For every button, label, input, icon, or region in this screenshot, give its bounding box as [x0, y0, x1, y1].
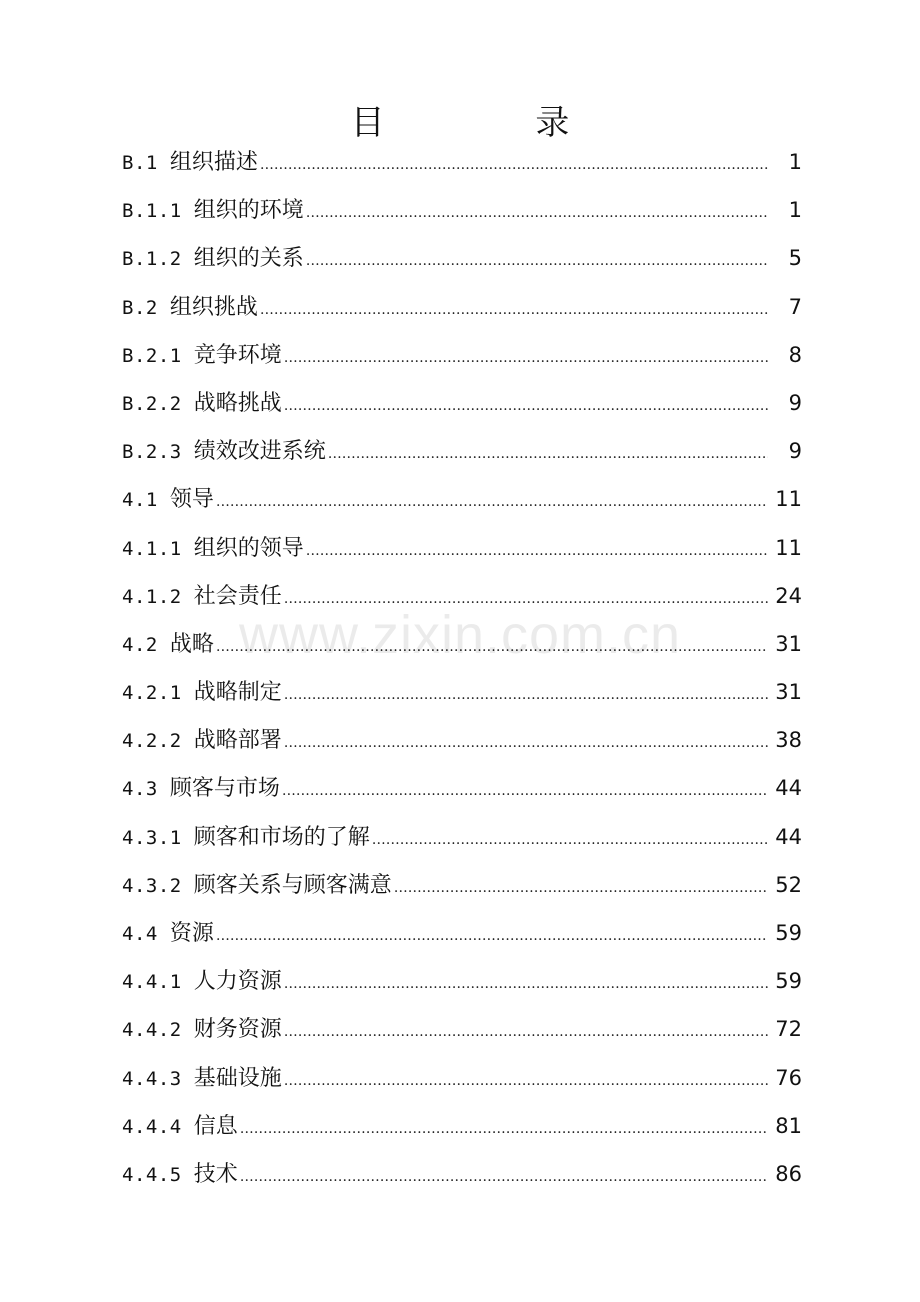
toc-section-number: 4.1.1	[122, 537, 182, 560]
toc-page-number: 31	[775, 631, 802, 656]
toc-section-number: B.2	[122, 296, 158, 319]
toc-page-number: 1	[788, 150, 802, 174]
toc-page-number: 31	[775, 680, 802, 705]
toc-section-number: 4.2	[122, 633, 158, 656]
toc-leader-dots	[284, 382, 768, 430]
toc-section-number: B.1.1	[122, 200, 182, 223]
toc-section-title: 人力资源	[193, 969, 282, 995]
toc-leader-dots	[216, 623, 768, 671]
toc-section-title: 竞争环境	[193, 342, 282, 368]
toc-entry[interactable]	[122, 861, 802, 909]
toc-leader-dots	[306, 527, 768, 575]
toc-page-number: 52	[775, 872, 802, 897]
toc-leader-dots	[306, 237, 768, 285]
toc-section-title: 信息	[193, 1113, 238, 1139]
toc-section-title: 战略制定	[193, 680, 282, 706]
toc-page-number: 59	[775, 969, 802, 994]
toc-entry[interactable]	[122, 427, 802, 475]
toc-leader-dots	[216, 912, 768, 960]
toc-entry[interactable]	[122, 1005, 802, 1053]
toc-leader-dots	[284, 719, 768, 767]
watermark-text: www.zixin.com.cn	[238, 605, 682, 665]
toc-leader-dots	[282, 767, 768, 815]
toc-section-number: B.2.2	[122, 392, 182, 415]
toc-section-number: 4.4.3	[122, 1067, 182, 1090]
toc-entry[interactable]	[122, 1054, 802, 1102]
toc-page-number: 5	[788, 246, 802, 271]
toc-page-number: 59	[775, 921, 802, 945]
toc-leader-dots	[284, 575, 768, 623]
toc-entry[interactable]	[122, 1150, 802, 1198]
toc-section-number: B.2.1	[122, 344, 182, 367]
toc-entry[interactable]	[122, 764, 802, 812]
toc-leader-dots	[284, 960, 768, 1008]
toc-section-title: 绩效改进系统	[193, 439, 326, 465]
toc-section-title: 财务资源	[193, 1017, 282, 1043]
toc-section-title: 战略部署	[193, 728, 282, 754]
toc-entry[interactable]	[122, 813, 802, 861]
toc-page-number: 24	[775, 583, 802, 608]
toc-section-title: 组织描述	[169, 150, 258, 175]
toc-page-number: 7	[788, 294, 802, 319]
toc-entry[interactable]	[122, 475, 802, 523]
toc-leader-dots	[240, 1153, 768, 1201]
toc-section-title: 社会责任	[193, 583, 282, 609]
toc-section-number: 4.1	[122, 489, 158, 512]
toc-section-number: 4.3.2	[122, 874, 182, 897]
toc-leader-dots	[284, 334, 768, 382]
toc-entry[interactable]	[122, 909, 802, 957]
toc-page-number: 11	[775, 535, 802, 560]
toc-leader-dots	[284, 1057, 768, 1105]
toc-section-number: 4.2.1	[122, 682, 182, 705]
toc-section-title: 资源	[169, 921, 214, 946]
toc-page-number: 1	[788, 198, 802, 223]
toc-leader-dots	[284, 671, 768, 719]
toc-leader-dots	[216, 478, 768, 526]
toc-leader-dots	[306, 189, 768, 237]
toc-entry[interactable]	[122, 524, 802, 572]
toc-entry[interactable]	[122, 186, 802, 234]
page-title: 目 录	[350, 103, 640, 143]
toc-leader-dots	[260, 141, 768, 189]
toc-entry[interactable]	[122, 716, 802, 764]
toc-page-number: 9	[788, 390, 802, 415]
toc-section-title: 领导	[169, 487, 214, 513]
toc-section-number: B.1	[122, 152, 158, 174]
toc-section-title: 组织的领导	[193, 535, 304, 561]
toc-leader-dots	[394, 864, 768, 912]
toc-entry[interactable]	[122, 138, 802, 186]
toc-section-title: 战略挑战	[193, 390, 282, 416]
toc-entry[interactable]	[122, 283, 802, 331]
toc-section-number: 4.4.2	[122, 1019, 182, 1042]
toc-section-number: 4.3	[122, 778, 158, 801]
toc-page-number: 44	[775, 824, 802, 849]
toc-page-number: 81	[775, 1113, 802, 1138]
toc-leader-dots	[372, 816, 768, 864]
toc-section-number: 4.2.2	[122, 730, 182, 753]
toc-leader-dots	[284, 1008, 768, 1056]
toc-section-number: 4.4	[122, 923, 158, 945]
toc-page-number: 9	[788, 439, 802, 464]
toc-section-title: 顾客关系与顾客满意	[193, 872, 392, 898]
toc-section-number: 4.3.1	[122, 826, 182, 849]
toc-section-title: 组织挑战	[169, 294, 258, 320]
toc-section-title: 基础设施	[193, 1065, 282, 1091]
toc-leader-dots	[260, 286, 768, 334]
toc-entry[interactable]	[122, 620, 802, 668]
toc-section-title: 组织的关系	[193, 246, 304, 272]
toc-page-number: 38	[775, 728, 802, 753]
toc-section-number: 4.1.2	[122, 585, 182, 608]
toc-section-title: 组织的环境	[193, 198, 304, 224]
toc-section-title: 战略	[169, 631, 214, 657]
toc-page-number: 8	[788, 342, 802, 367]
toc-section-number: 4.4.5	[122, 1163, 182, 1186]
toc-page-number: 86	[775, 1161, 802, 1186]
toc-page-number: 11	[775, 487, 802, 512]
toc-section-number: 4.4.4	[122, 1115, 182, 1138]
toc-entry[interactable]	[122, 1102, 802, 1150]
toc-entry[interactable]	[122, 379, 802, 427]
toc-entry[interactable]	[122, 234, 802, 282]
toc-entry[interactable]	[122, 957, 802, 1005]
toc-section-number: B.1.2	[122, 248, 182, 271]
toc-leader-dots	[240, 1105, 768, 1153]
toc-section-title: 技术	[193, 1161, 238, 1187]
toc-leader-dots	[328, 430, 768, 478]
toc-section-number: B.2.3	[122, 441, 182, 464]
toc-section-title: 顾客与市场	[169, 776, 280, 802]
toc-page-number: 76	[775, 1065, 802, 1090]
toc-section-number: 4.4.1	[122, 971, 182, 994]
toc-section-title: 顾客和市场的了解	[193, 824, 370, 850]
toc-entry[interactable]	[122, 572, 802, 620]
table-of-contents	[122, 138, 802, 1198]
toc-entry[interactable]	[122, 331, 802, 379]
toc-page-number: 72	[775, 1017, 802, 1042]
toc-entry[interactable]	[122, 668, 802, 716]
toc-page-number: 44	[775, 776, 802, 801]
